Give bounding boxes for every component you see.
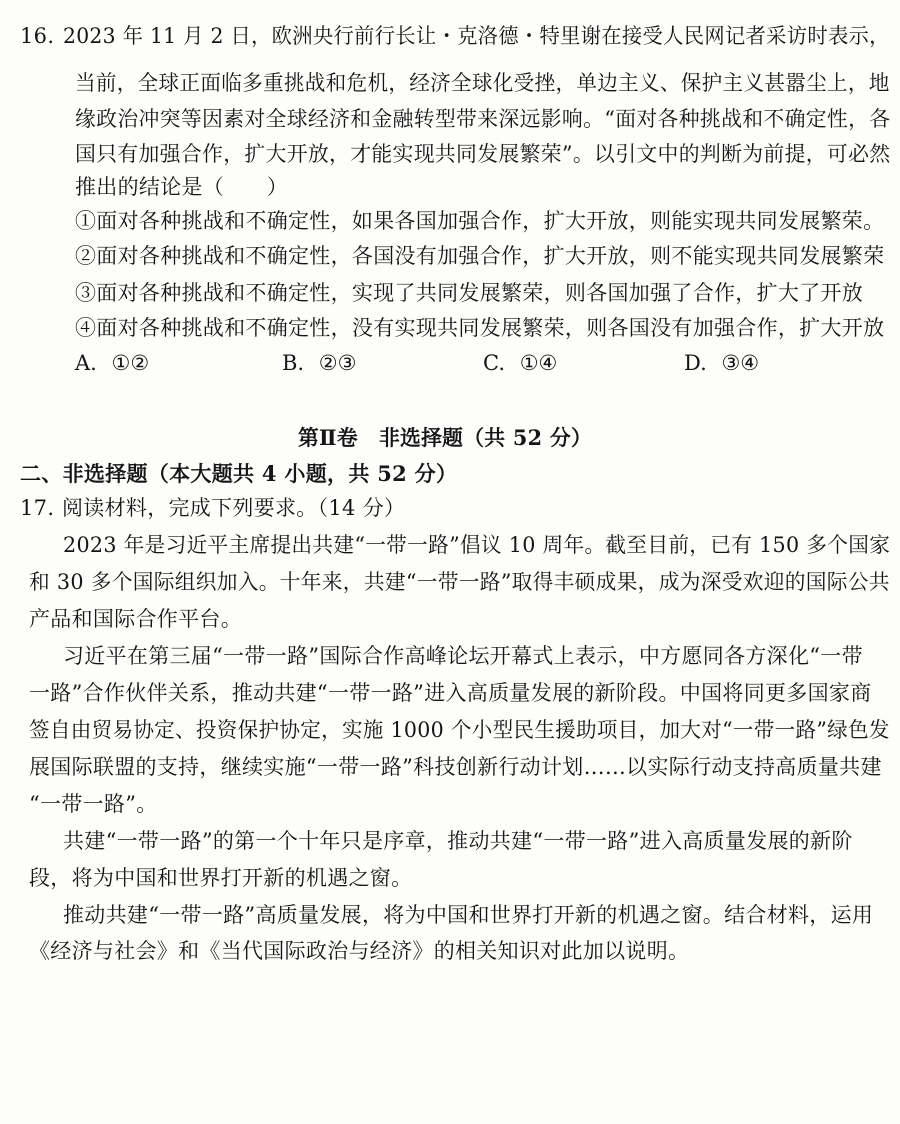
part-heading: 二、非选择题（本大题共 4 小题，共 52 分）: [20, 461, 458, 486]
q16-stem-line-4: 国只有加强合作，扩大开放，才能实现共同发展繁荣”。以引文中的判断为前提，可必然: [75, 142, 891, 166]
option-d-text: ③④: [721, 351, 760, 375]
q17-p1-line-1: 2023 年是习近平主席提出共建“一带一路”倡议 10 周年。截至目前，已有 150 多个国家: [63, 533, 891, 557]
q17-p1-line-2: 和 30 多个国际组织加入。十年来，共建“一带一路”取得丰硕成果，成为深受欢迎的国际公共: [29, 570, 890, 594]
q16-stem-line-1: 2023 年 11 月 2 日，欧洲央行前行长让・克洛德・特里谢在接受人民网记者采访时表示，: [63, 24, 890, 48]
option-c[interactable]: [483, 351, 557, 375]
q17-p2-line-1: 习近平在第三届“一带一路”国际合作高峰论坛开幕式上表示，中方愿同各方深化“一带: [63, 644, 863, 668]
q17-p2-line-5: “一带一路”。: [29, 792, 158, 816]
option-c-text: ①④: [519, 351, 558, 375]
q16-statement-2: ②面对各种挑战和不确定性，各国没有加强合作，扩大开放，则不能实现共同发展繁荣: [75, 244, 885, 268]
option-b-letter: B.: [282, 351, 305, 375]
q16-statement-1: ①面对各种挑战和不确定性，如果各国加强合作，扩大开放，则能实现共同发展繁荣。: [75, 209, 885, 233]
option-c-letter: C.: [483, 351, 505, 375]
q17-p3-line-2: 段，将为中国和世界打开新的机遇之窗。: [29, 866, 413, 890]
q17-p1-line-3: 产品和国际合作平台。: [29, 607, 242, 631]
option-b[interactable]: [282, 351, 356, 375]
q16-stem-line-2: 当前，全球正面临多重挑战和危机，经济全球化受挫，单边主义、保护主义甚嚣尘上，地: [75, 71, 890, 95]
q17-p2-line-3: 签自由贸易协定、投资保护协定，实施 1000 个小型民生援助项目，加大对“一带一路”绿色发: [29, 718, 890, 742]
option-a-text: ①②: [111, 351, 150, 375]
section-title: 第Ⅱ卷 非选择题（共 52 分）: [297, 425, 593, 450]
q17-p4-line-2: 《经济与社会》和《当代国际政治与经济》的相关知识对此加以说明。: [29, 939, 690, 963]
q16-options: [0, 351, 900, 375]
option-d[interactable]: [684, 351, 759, 375]
question-16-number: 16.: [20, 24, 55, 48]
q17-p4-line-1: 推动共建“一带一路”高质量发展，将为中国和世界打开新的机遇之窗。结合材料，运用: [63, 903, 874, 927]
option-a-letter: A.: [75, 351, 97, 375]
q16-statement-3: ③面对各种挑战和不确定性，实现了共同发展繁荣，则各国加强了合作，扩大了开放: [75, 281, 864, 305]
question-17-number: 17.: [20, 496, 55, 520]
q17-instruction: 阅读材料，完成下列要求。（14 分）: [62, 496, 406, 520]
q16-stem-line-5: 推出的结论是（ ）: [75, 175, 288, 199]
q17-p2-line-4: 展国际联盟的支持，继续实施“一带一路”科技创新行动计划……以实际行动支持高质量共建: [29, 755, 882, 779]
option-a[interactable]: [75, 351, 149, 375]
option-d-letter: D.: [684, 351, 707, 375]
q16-stem-line-3: 缘政治冲突等因素对全球经济和金融转型带来深远影响。“面对各种挑战和不确定性，各: [75, 107, 891, 131]
q16-statement-4: ④面对各种挑战和不确定性，没有实现共同发展繁荣，则各国没有加强合作，扩大开放: [75, 316, 885, 340]
q17-p2-line-2: 一路”合作伙伴关系，推动共建“一带一路”进入高质量发展的新阶段。中国将同更多国家商: [29, 681, 872, 705]
q17-p3-line-1: 共建“一带一路”的第一个十年只是序章，推动共建“一带一路”进入高质量发展的新阶: [63, 829, 853, 853]
option-b-text: ②③: [318, 351, 357, 375]
